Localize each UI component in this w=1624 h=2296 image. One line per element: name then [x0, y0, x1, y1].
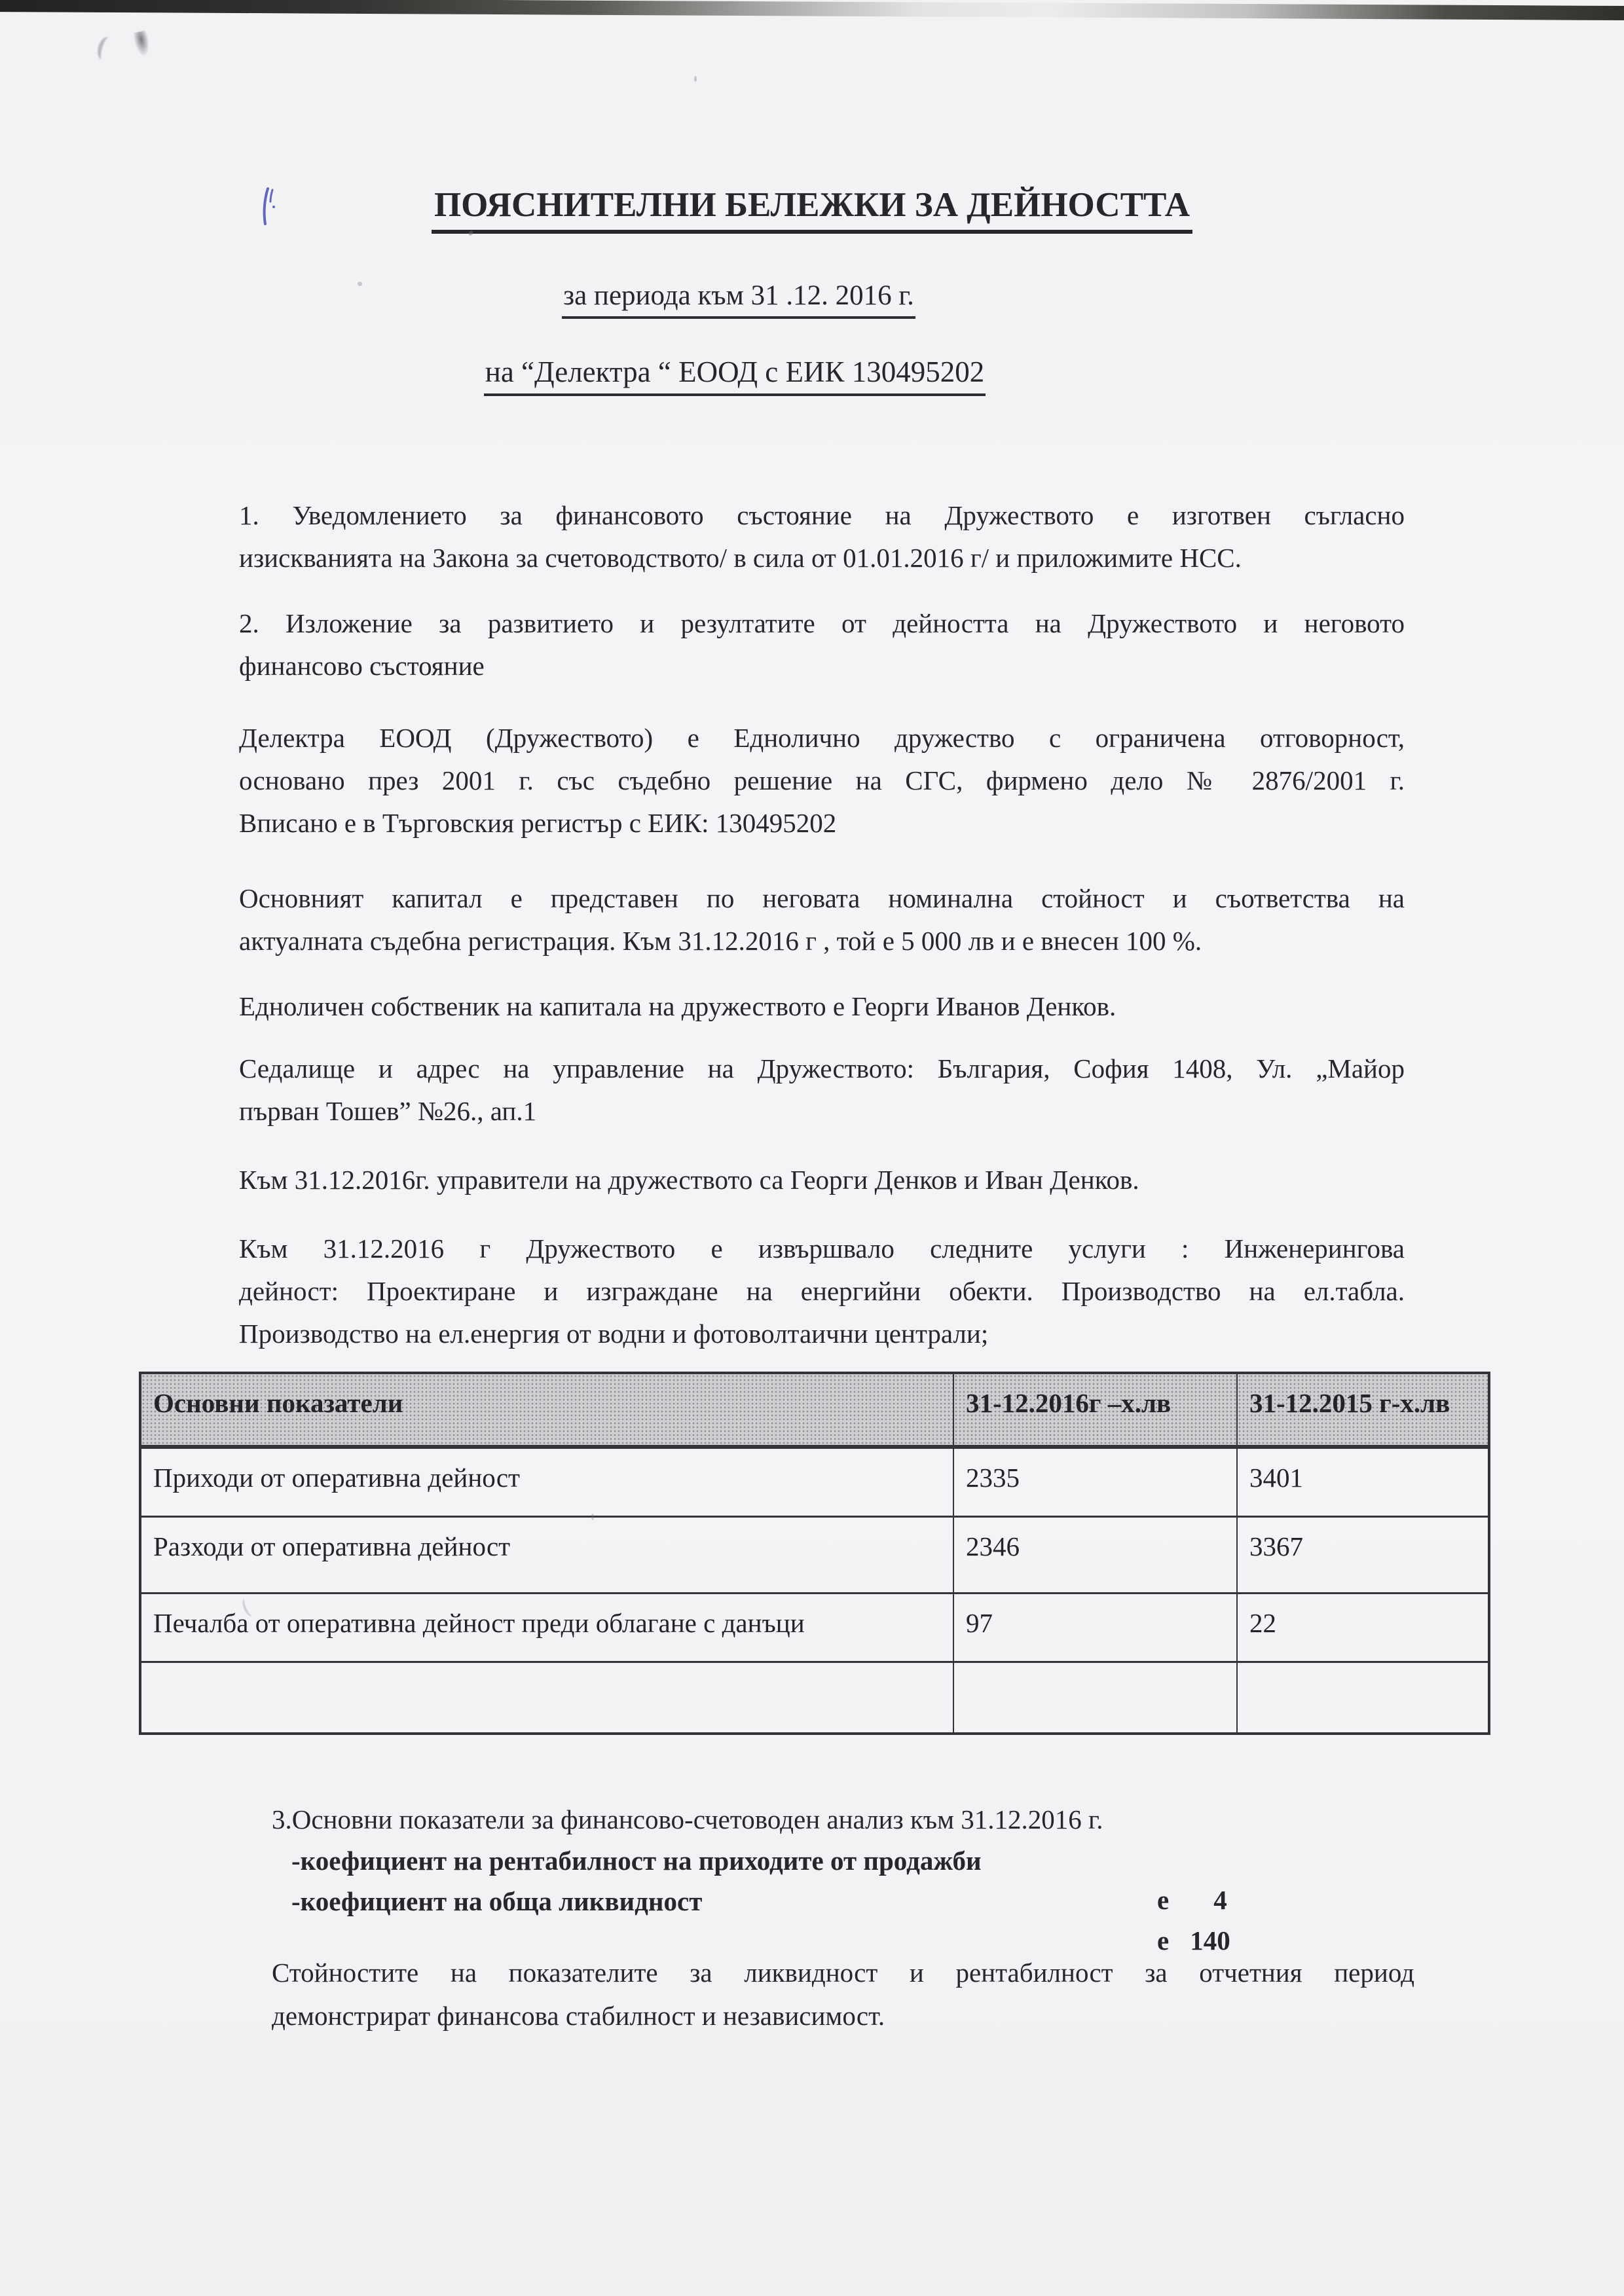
paragraph-line: 2. Изложение за развитието и резултатите от дейността на Дружеството и неговото — [239, 608, 1405, 638]
table-cell-indicator: Разходи от оперативна дейност — [140, 1517, 953, 1594]
coefficient-label: -коефициент на обща ликвидност — [291, 1886, 703, 1916]
paragraph-line: Основният капитал е представен по неговата номинална стойност и съответства на — [239, 883, 1405, 913]
coefficient-value-group — [1103, 1882, 1230, 1999]
key-indicators-table — [139, 1372, 1490, 1735]
paragraph-line: финансово състояние — [239, 651, 485, 681]
table-cell-2016 — [953, 1662, 1237, 1734]
blue-ink-mark — [258, 185, 280, 234]
closing-paragraph — [272, 1951, 1414, 2037]
document-body — [239, 494, 1405, 1355]
table-header-2016: 31-12.2016г –х.лв — [953, 1373, 1237, 1447]
table-cell-2016: 2335 — [953, 1447, 1237, 1517]
paragraph-line: Производство на ел.енергия от водни и фотоволтаични централи; — [239, 1319, 989, 1349]
coefficient-liquidity-line — [291, 1882, 1624, 1956]
table-header-indicator: Основни показатели — [140, 1373, 953, 1447]
pencil-smudge — [95, 35, 116, 62]
table-row — [140, 1594, 1489, 1662]
paragraph-8 — [239, 1228, 1405, 1355]
paragraph-6 — [239, 1048, 1405, 1133]
table-cell-2015: 22 — [1237, 1594, 1489, 1662]
paragraph-line: основано през 2001 г. със съдебно решение на СГС, фирмено дело № 2876/2001 г. — [239, 765, 1405, 795]
paragraph-line: Седалище и адрес на управление на Дружеството: България, София 1408, Ул. „Майор — [239, 1053, 1405, 1084]
period-subtitle: за периода към 31 .12. 2016 г. — [0, 280, 1624, 319]
document-title: ПОЯСНИТЕЛНИ БЕЛЕЖКИ ЗА ДЕЙНОСТТА — [0, 185, 1624, 234]
paragraph-line: Вписано е в Търговския регистър с ЕИК: 130495202 — [239, 808, 837, 838]
coefficient-value: 140 — [1190, 1925, 1230, 1956]
table-row — [140, 1447, 1489, 1517]
paragraph-line: 1. Уведомлението за финансовото състояние на Дружеството е изготвен съгласно — [239, 500, 1405, 530]
paragraph-line: изискванията на Закона за счетоводството/ в сила от 01.01.2016 г/ и приложимите НСС. — [239, 543, 1242, 573]
coefficient-connector: е — [1157, 1885, 1170, 1915]
scan-speck — [385, 1300, 388, 1303]
paragraph-line: дейност: Проектиране и изграждане на енергийни обекти. Производство на ел.табла. — [239, 1276, 1405, 1306]
table-cell-indicator: Приходи от оперативна дейност — [140, 1447, 953, 1517]
scan-speck — [694, 76, 697, 82]
paragraph-line: Едноличен собственик на капитала на дружеството е Георги Иванов Денков. — [239, 991, 1116, 1021]
paragraph-7 — [239, 1159, 1405, 1201]
table-cell-indicator: Печалба от оперативна дейност преди облагане с данъци — [140, 1594, 953, 1662]
section-3 — [272, 1799, 1624, 1956]
paragraph-line: актуалната съдебна регистрация. Към 31.12.2016 г , той е 5 000 лв и е внесен 100 %. — [239, 926, 1202, 956]
table-cell-2016: 97 — [953, 1594, 1237, 1662]
paragraph-5 — [239, 985, 1405, 1028]
paragraph-3 — [239, 717, 1405, 845]
table-cell-2015: 3367 — [1237, 1517, 1489, 1594]
paragraph-1 — [239, 494, 1405, 579]
table-cell-2016: 2346 — [953, 1517, 1237, 1594]
paragraph-2 — [239, 602, 1405, 687]
scan-speck — [358, 282, 362, 286]
table-cell-indicator — [140, 1662, 953, 1734]
table-header-row — [140, 1373, 1489, 1447]
paragraph-4 — [239, 877, 1405, 962]
company-subtitle: на “Делектра “ ЕООД с ЕИК 130495202 — [0, 355, 1624, 396]
table-cell-2015 — [1237, 1662, 1489, 1734]
paragraph-line: Към 31.12.2016г. управители на дружеството са Георги Денков и Иван Денков. — [239, 1165, 1139, 1195]
scanner-edge-shadow — [0, 0, 1624, 20]
coefficient-connector: е — [1157, 1925, 1170, 1956]
section-3-heading: 3.Основни показатели за финансово-счетоводен анализ към 31.12.2016 г. — [272, 1804, 1103, 1834]
scan-speck — [591, 1514, 594, 1520]
pencil-smudge — [132, 30, 151, 58]
table-header-2015: 31-12.2015 г-х.лв — [1237, 1373, 1489, 1447]
paragraph-line: първан Тошев” №26., ап.1 — [239, 1096, 537, 1126]
paragraph-line: Стойностите на показателите за ликвидност и рентабилност за отчетния период — [272, 1958, 1414, 1988]
table-row-empty — [140, 1662, 1489, 1734]
paragraph-line: Делектра ЕООД (Дружеството) е Еднолично дружество с ограничена отговорност, — [239, 723, 1405, 753]
coefficient-value: 4 — [1213, 1885, 1227, 1915]
table-row — [140, 1517, 1489, 1594]
paragraph-line: демонстрират финансова стабилност и независимост. — [272, 2001, 885, 2031]
paragraph-line: Към 31.12.2016 г Дружеството е извършвало следните услуги : Инженерингова — [239, 1233, 1405, 1264]
coefficient-label: -коефициент на рентабилност на приходите от продажби — [291, 1846, 982, 1876]
table-cell-2015: 3401 — [1237, 1447, 1489, 1517]
